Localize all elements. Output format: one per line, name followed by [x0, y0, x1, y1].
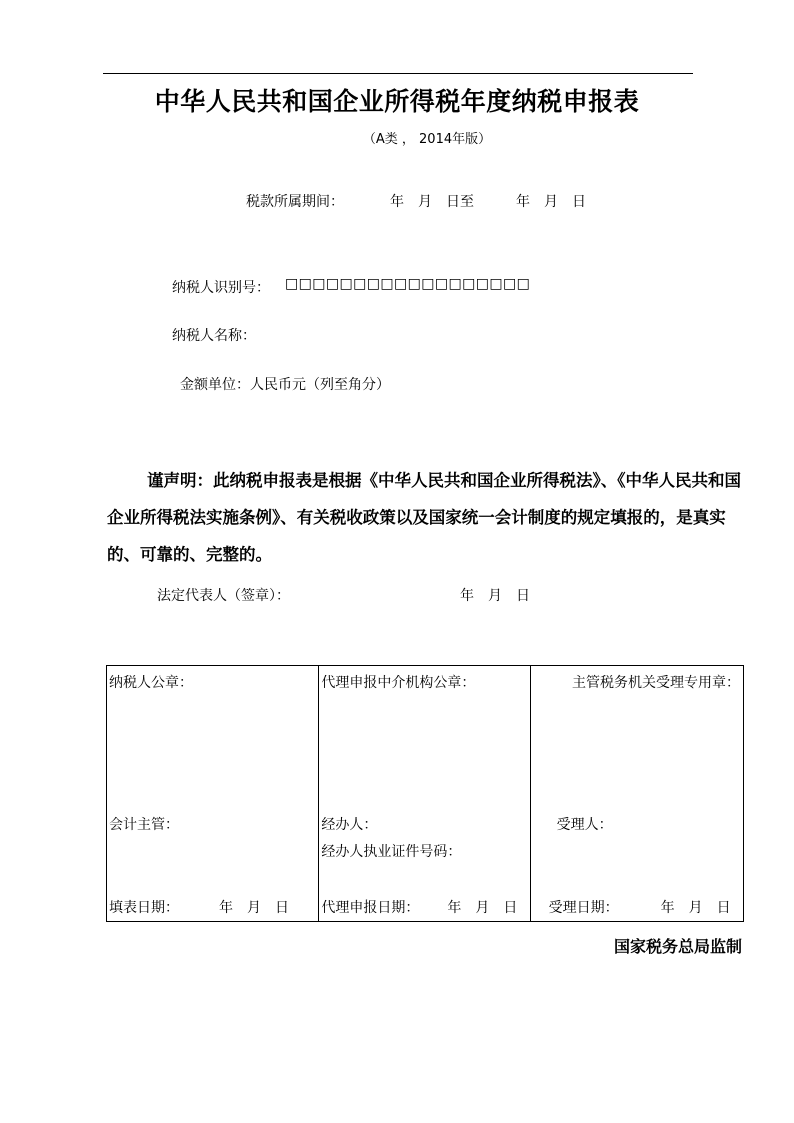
tax-period-label: 税款所属期间：	[246, 194, 344, 210]
receive-date-label: 受理日期：	[548, 900, 619, 916]
agency-cell	[319, 666, 530, 922]
taxpayer-id-boxes: □□□□□□□□□□□□□□□□□□	[285, 276, 531, 292]
currency-unit: 金额单位：人民币元（列至角分）	[180, 377, 390, 393]
agency-seal-label: 代理申报中介机构公章：	[321, 675, 476, 691]
agency-date-value: 年 月 日	[447, 900, 518, 916]
legal-rep-date: 年 月 日	[460, 588, 530, 604]
fill-date-value: 年 月 日	[219, 900, 289, 916]
accounting-supervisor-label: 会计主管：	[109, 817, 179, 833]
taxpayer-name-label: 纳税人名称：	[172, 328, 256, 344]
form-title: 中华人民共和国企业所得税年度纳税申报表	[154, 87, 640, 116]
issuer-footer: 国家税务总局监制	[613, 937, 742, 956]
declaration-text: 谨声明：此纳税申报表是根据《中华人民共和国企业所得税法》、《中华人民共和国企业所得税法实施条例》、有关税收政策以及国家统一会计制度的规定填报的，是真实的、可靠的、完整的。	[107, 471, 741, 564]
agent-license-label: 经办人执业证件号码：	[321, 844, 462, 860]
signature-table	[106, 665, 744, 922]
taxpayer-cell	[107, 666, 319, 922]
tax-period-value: 年 月 日至 年 月 日	[390, 194, 586, 210]
taxpayer-seal-label: 纳税人公章：	[109, 675, 193, 691]
tax-authority-cell	[530, 666, 743, 922]
taxpayer-id-label: 纳税人识别号：	[172, 280, 270, 296]
header-rule	[103, 73, 693, 74]
receive-date-value: 年 月 日	[660, 900, 731, 916]
receiver-label: 受理人：	[556, 817, 613, 833]
form-subtitle: （A类 ， 2014年版）	[362, 132, 492, 147]
agency-date-label: 代理申报日期：	[321, 900, 420, 916]
fill-date-label: 填表日期：	[109, 900, 179, 916]
tax-authority-seal-label: 主管税务机关受理专用章：	[572, 675, 740, 691]
legal-rep-label: 法定代表人（签章）：	[157, 588, 290, 604]
agent-handler-label: 经办人：	[321, 817, 378, 833]
